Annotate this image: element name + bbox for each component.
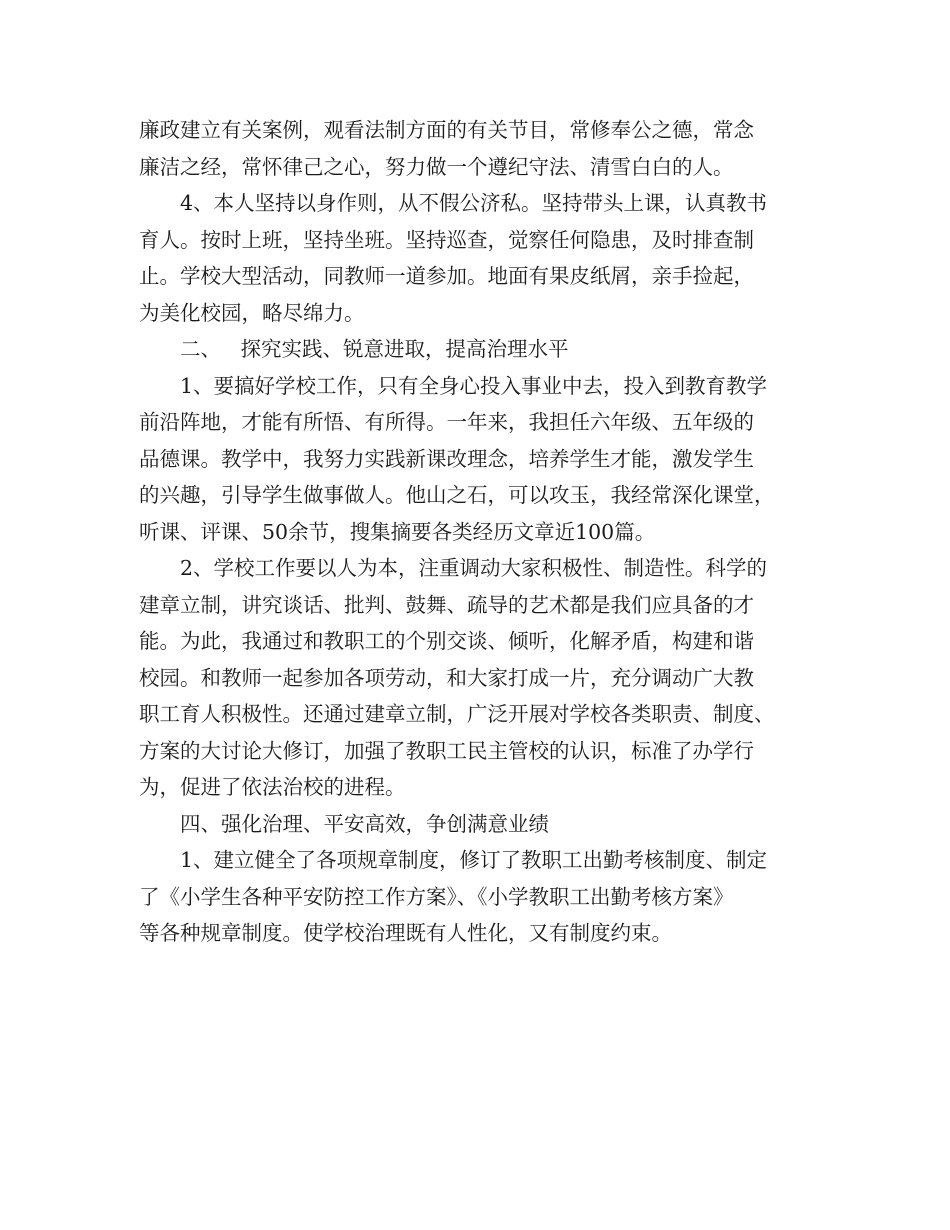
text-line: 品德课。教学中，我努力实践新课改理念，培养学生才能，激发学生 bbox=[139, 446, 754, 471]
text-line: 前沿阵地，才能有所悟、有所得。一年来，我担任六年级、五年级的 bbox=[139, 410, 754, 434]
text-line: 了《小学生各种平安防控工作方案》、《小学教职工出勤考核方案》 bbox=[139, 884, 734, 909]
text-line: 听课、评课、50余节，搜集摘要各类经历文章近100篇。 bbox=[139, 519, 656, 544]
text-line: 止。学校大型活动，同教师一道参加。地面有果皮纸屑，亲手捡起， bbox=[139, 264, 754, 288]
text-line: 1、要搞好学校工作，只有全身心投入事业中去，投入到教育教学 bbox=[180, 373, 768, 398]
paragraph-section2-point-1 bbox=[139, 368, 815, 551]
text-line: 建章立制，讲究谈话、批判、鼓舞、疏导的艺术都是我们应具备的才 bbox=[139, 592, 754, 617]
paragraph-section4-point-1 bbox=[139, 842, 815, 952]
section-heading-4 bbox=[139, 806, 815, 843]
text-line: 廉政建立有关案例，观看法制方面的有关节目，常修奉公之德，常念 bbox=[139, 118, 754, 142]
text-line: 育人。按时上班，坚持坐班。坚持巡查，觉察任何隐患，及时排查制 bbox=[139, 227, 754, 252]
text-line: 能。为此，我通过和教职工的个别交谈、倾听，化解矛盾，构建和谐 bbox=[139, 629, 754, 653]
paragraph-section2-point-2 bbox=[139, 550, 815, 806]
text-line: 为美化校园，略尽绵力。 bbox=[139, 300, 365, 325]
text-line: 廉洁之经，常怀律己之心，努力做一个遵纪守法、清雪白白的人。 bbox=[139, 154, 734, 179]
document-page bbox=[139, 112, 815, 952]
text-line: 校园。和教师一起参加各项劳动，和大家打成一片，充分调动广大教 bbox=[139, 665, 754, 690]
paragraph-integrity-continued bbox=[139, 112, 815, 185]
section-heading-2 bbox=[139, 331, 815, 368]
text-line: 1、建立健全了各项规章制度，修订了教职工出勤考核制度、制定 bbox=[180, 848, 768, 872]
text-line: 4、本人坚持以身作则，从不假公济私。坚持带头上课，认真教书 bbox=[180, 191, 768, 215]
paragraph-point-4 bbox=[139, 185, 815, 331]
text-line: 职工育人积极性。还通过建章立制，广泛开展对学校各类职责、制度、 bbox=[139, 702, 775, 726]
text-line: 为，促进了依法治校的进程。 bbox=[139, 775, 406, 799]
text-line: 2、学校工作要以人为本，注重调动大家积极性、制造性。科学的 bbox=[180, 556, 768, 580]
section-heading-text: 二、 探究实践、锐意进取，提高治理水平 bbox=[180, 337, 569, 361]
text-line: 方案的大讨论大修订，加强了教职工民主管校的认识，标准了办学行 bbox=[139, 738, 754, 763]
text-line: 的兴趣，引导学生做事做人。他山之石，可以攻玉，我经常深化课堂， bbox=[139, 483, 775, 507]
section-heading-text: 四、强化治理、平安高效，争创满意业绩 bbox=[180, 811, 549, 836]
text-line: 等各种规章制度。使学校治理既有人性化，又有制度约束。 bbox=[139, 921, 672, 945]
